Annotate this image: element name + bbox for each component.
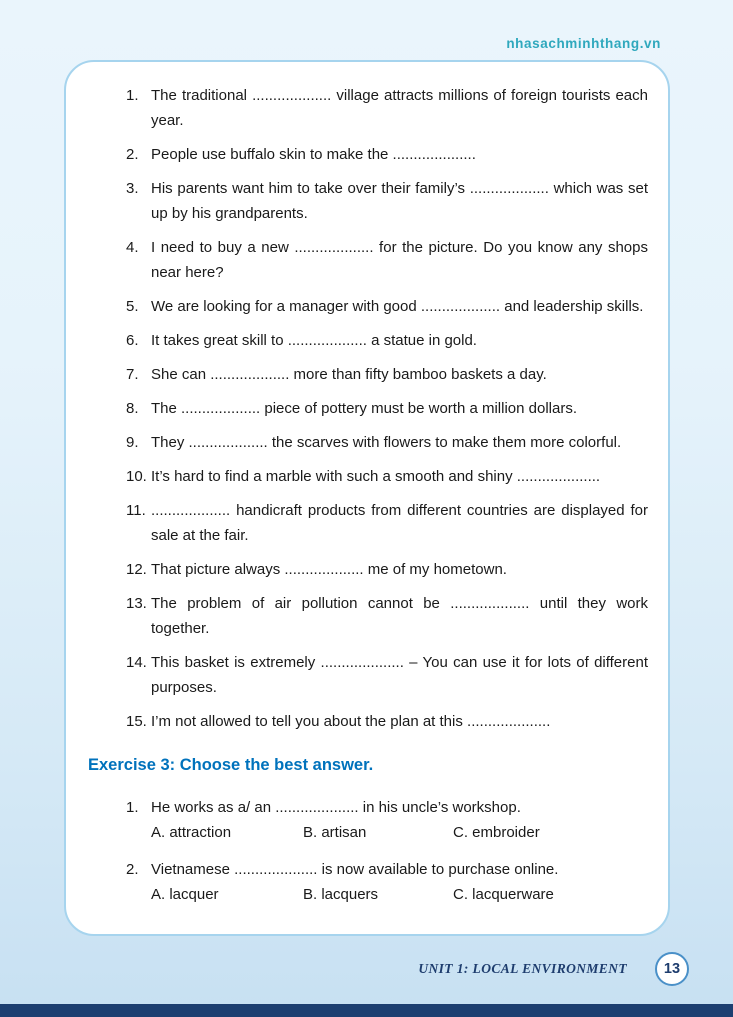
item-number: 3. bbox=[126, 180, 139, 197]
item-text: It’s hard to find a marble with such a smooth and shiny .................... bbox=[151, 468, 601, 485]
exercise2-item-list bbox=[126, 83, 648, 734]
item-text: They ................... the scarves with flowers to make them more colorful. bbox=[151, 434, 622, 451]
list-item bbox=[126, 176, 648, 226]
option-a: A. attraction bbox=[151, 824, 232, 841]
item-number: 7. bbox=[126, 366, 139, 383]
content-box bbox=[64, 60, 670, 936]
list-item bbox=[126, 709, 648, 734]
option-c: C. embroider bbox=[453, 824, 540, 841]
item-text: She can ................... more than fifty bamboo baskets a day. bbox=[151, 366, 547, 383]
option-b: B. lacquers bbox=[303, 886, 379, 903]
item-text: The ................... piece of pottery must be worth a million dollars. bbox=[151, 400, 578, 417]
list-item bbox=[126, 294, 648, 319]
item-number: 13. bbox=[126, 595, 147, 612]
item-text: I’m not allowed to tell you about the plan at this .................... bbox=[151, 713, 551, 730]
option-b: B. artisan bbox=[303, 824, 367, 841]
bottom-bar bbox=[0, 1004, 733, 1017]
question bbox=[126, 795, 648, 845]
item-number: 1. bbox=[126, 87, 139, 104]
item-text: People use buffalo skin to make the .................... bbox=[151, 146, 476, 163]
list-item bbox=[126, 557, 648, 582]
options-row bbox=[126, 882, 648, 907]
item-text: That picture always ................... me of my hometown. bbox=[151, 561, 507, 578]
item-number: 8. bbox=[126, 400, 139, 417]
item-number: 5. bbox=[126, 298, 139, 315]
item-text: We are looking for a manager with good ................... and leadership skills. bbox=[151, 298, 644, 315]
question-line bbox=[126, 857, 648, 882]
watermark-text: nhasachminhthang.vn bbox=[506, 36, 661, 51]
item-number: 9. bbox=[126, 434, 139, 451]
item-text: The problem of air pollution cannot be ................... until they work together. bbox=[151, 595, 648, 637]
option-c: C. lacquerware bbox=[453, 886, 554, 903]
question-line bbox=[126, 795, 648, 820]
question-text: He works as a/ an .................... in his uncle’s workshop. bbox=[151, 799, 521, 816]
item-number: 6. bbox=[126, 332, 139, 349]
item-number: 4. bbox=[126, 239, 139, 256]
item-text: ................... handicraft products from different countries are displayed for sale at the fair. bbox=[151, 502, 648, 544]
question-number: 1. bbox=[126, 799, 139, 816]
item-text: It takes great skill to ................... a statue in gold. bbox=[151, 332, 477, 349]
item-number: 2. bbox=[126, 146, 139, 163]
item-number: 14. bbox=[126, 654, 147, 671]
question-number: 2. bbox=[126, 861, 139, 878]
item-number: 10. bbox=[126, 468, 147, 485]
exercise3-questions bbox=[126, 795, 648, 907]
item-number: 15. bbox=[126, 713, 147, 730]
list-item bbox=[126, 650, 648, 700]
list-item bbox=[126, 464, 648, 489]
options-row bbox=[126, 820, 648, 845]
list-item bbox=[126, 142, 648, 167]
unit-title: UNIT 1: LOCAL ENVIRONMENT bbox=[418, 961, 627, 976]
list-item bbox=[126, 396, 648, 421]
item-text: His parents want him to take over their family’s ................... which was set up by his grandparents. bbox=[151, 180, 648, 222]
list-item bbox=[126, 83, 648, 133]
item-text: I need to buy a new ................... for the picture. Do you know any shops near here? bbox=[151, 239, 648, 281]
page-number: 13 bbox=[663, 961, 681, 977]
list-item bbox=[126, 498, 648, 548]
question-text: Vietnamese .................... is now available to purchase online. bbox=[151, 861, 559, 878]
list-item bbox=[126, 328, 648, 353]
question bbox=[126, 857, 648, 907]
list-item bbox=[126, 362, 648, 387]
item-number: 11. bbox=[126, 502, 146, 519]
list-item bbox=[126, 235, 648, 285]
list-item bbox=[126, 430, 648, 455]
option-a: A. lacquer bbox=[151, 886, 219, 903]
exercise3-heading: Exercise 3: Choose the best answer. bbox=[88, 756, 374, 774]
page-number-badge bbox=[655, 952, 689, 986]
list-item bbox=[126, 591, 648, 641]
item-text: This basket is extremely .................... – You can use it for lots of different purposes. bbox=[151, 654, 648, 696]
item-number: 12. bbox=[126, 561, 147, 578]
item-text: The traditional ................... village attracts millions of foreign tourists each year. bbox=[151, 87, 648, 129]
page-footer bbox=[0, 934, 733, 1004]
